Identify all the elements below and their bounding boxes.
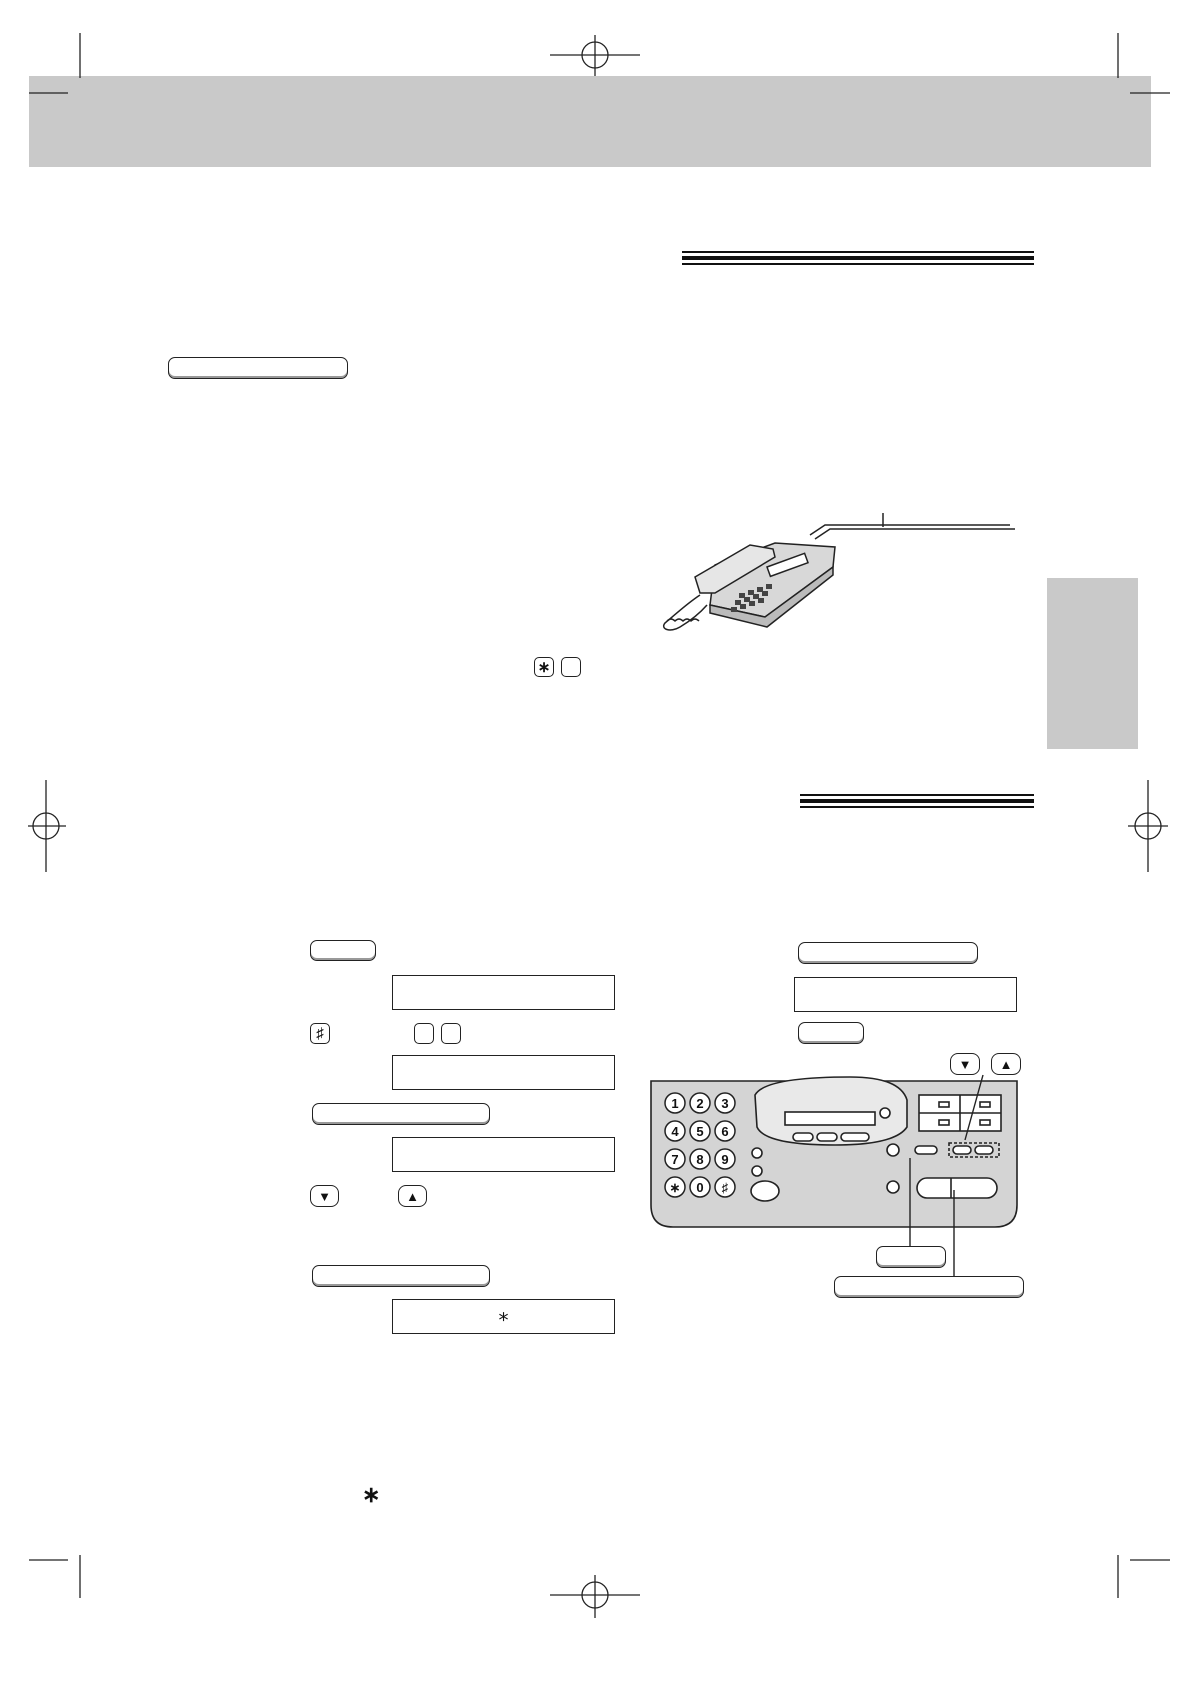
star-key[interactable]: ∗	[534, 657, 554, 677]
heading-rule-1b	[682, 256, 1034, 260]
heading-rule-2b	[800, 799, 1034, 803]
callout-button-small[interactable]	[876, 1246, 946, 1268]
right-second-button[interactable]	[798, 1022, 864, 1044]
blank-key[interactable]	[561, 657, 581, 677]
down-arrow-key-right[interactable]: ▼	[950, 1053, 980, 1075]
dial-digit: 0	[696, 1180, 704, 1195]
display-4: ∗	[392, 1299, 615, 1334]
dial-digit: 4	[671, 1124, 679, 1139]
dial-digit: 3	[721, 1096, 729, 1111]
function-button[interactable]	[168, 357, 348, 379]
dial-digit: 7	[671, 1152, 679, 1167]
display-2	[392, 1055, 615, 1090]
up-arrow-key[interactable]: ▲	[398, 1185, 427, 1207]
dial-digit: 6	[721, 1124, 729, 1139]
digit-key-b[interactable]	[441, 1023, 461, 1044]
dial-digit: 2	[696, 1096, 704, 1111]
dial-digit: 5	[696, 1124, 704, 1139]
step1-button[interactable]	[310, 940, 376, 961]
heading-rule-2c	[800, 806, 1034, 808]
telephone-illustration	[655, 505, 1020, 640]
step3-button[interactable]	[312, 1103, 490, 1125]
dial-digit: 1	[671, 1096, 679, 1111]
up-arrow-key-right[interactable]: ▲	[991, 1053, 1021, 1075]
down-arrow-key[interactable]: ▼	[310, 1185, 339, 1207]
dial-digit: 8	[696, 1152, 704, 1167]
dial-digit: 9	[721, 1152, 729, 1167]
right-top-button[interactable]	[798, 942, 978, 964]
dial-digit: ∗	[669, 1180, 681, 1195]
footnote-star: ∗	[362, 1482, 381, 1507]
heading-rule-1c	[682, 263, 1034, 265]
display-1	[392, 975, 615, 1010]
digit-key-a[interactable]	[414, 1023, 434, 1044]
step5-button[interactable]	[312, 1265, 490, 1287]
callout-button-wide[interactable]	[834, 1276, 1024, 1298]
right-display	[794, 977, 1017, 1012]
display-3	[392, 1137, 615, 1172]
heading-rule-1a	[682, 251, 1034, 253]
heading-rule-2a	[800, 794, 1034, 796]
hash-key[interactable]: ♯	[310, 1023, 330, 1044]
dial-digit: ♯	[721, 1180, 729, 1195]
